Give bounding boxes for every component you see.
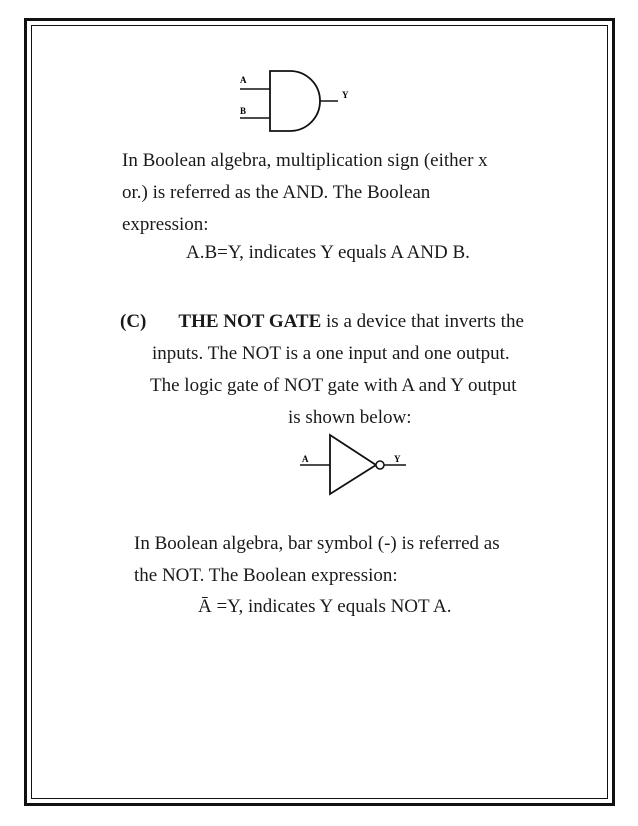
and-text-line3: expression: [122, 214, 209, 235]
not-text-line3: The logic gate of NOT gate with A and Y output [150, 375, 517, 396]
and-gate-body [270, 71, 320, 131]
not-desc-line2: the NOT. The Boolean expression: [134, 565, 398, 586]
not-desc-line1: In Boolean algebra, bar symbol (-) is referred as [134, 533, 500, 554]
not-input-a-label: A [302, 454, 309, 464]
and-text-line2: or.) is referred as the AND. The Boolean [122, 182, 431, 203]
not-gate-diagram [296, 430, 416, 500]
not-expression: Ā =Y, indicates Y equals NOT A. [198, 596, 452, 617]
and-expression: A.B=Y, indicates Y equals A AND B. [186, 242, 470, 263]
not-gate-triangle [330, 435, 376, 494]
not-output-label: Y [394, 454, 401, 464]
not-gate-bubble [376, 461, 384, 469]
and-gate-diagram [234, 64, 364, 134]
section-label: (C) [120, 311, 147, 332]
and-output-label: Y [342, 90, 349, 100]
and-input-b-label: B [240, 106, 247, 116]
not-text-line2: inputs. The NOT is a one input and one output. [152, 343, 510, 364]
not-gate-symbol [296, 430, 416, 500]
and-text-line1: In Boolean algebra, multiplication sign (either x [122, 150, 488, 171]
not-text-line4: is shown below: [288, 407, 412, 428]
not-heading-rest: is a device that inverts the [321, 311, 524, 332]
and-input-a-label: A [240, 75, 247, 85]
and-gate-symbol [234, 64, 364, 134]
not-gate-heading: THE NOT GATE [178, 311, 322, 332]
not-heading-line [120, 312, 524, 331]
